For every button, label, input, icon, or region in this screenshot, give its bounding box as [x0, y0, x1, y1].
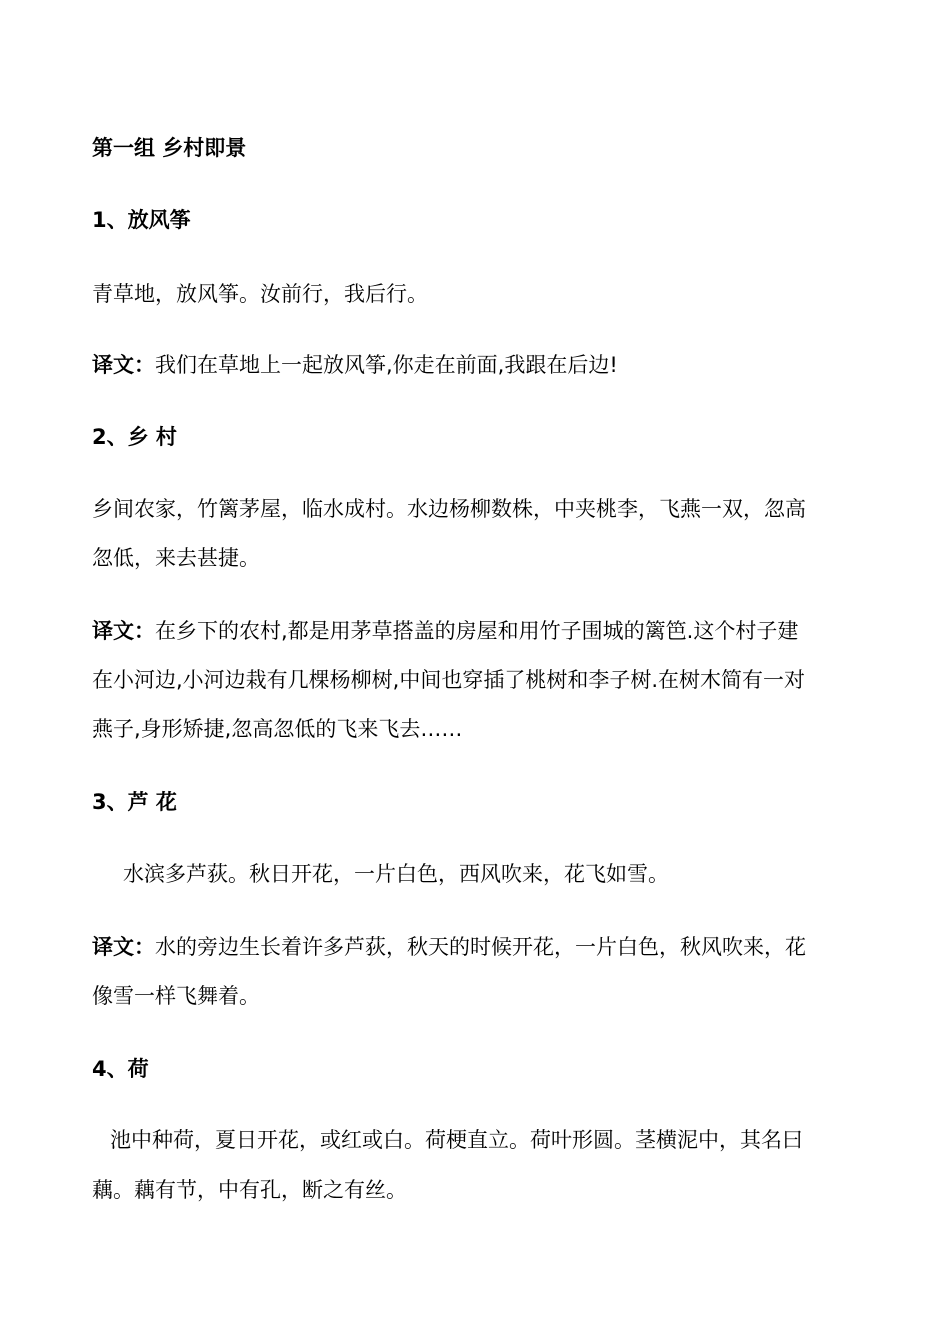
translation-label: 译文：	[92, 353, 155, 377]
section-4-heading: 4、荷	[92, 1057, 149, 1081]
translation-label: 译文：	[92, 935, 155, 959]
section-2-translation-line-1	[92, 618, 862, 644]
section-2-poem-line-2: 忽低，来去甚捷。	[92, 546, 260, 570]
group-title: 第一组 乡村即景	[92, 136, 247, 160]
section-2-translation-line-3: 燕子,身形矫捷,忽高忽低的飞来飞去……	[92, 717, 463, 741]
section-3-poem-line-1: 水滨多芦荻。秋日开花，一片白色，西风吹来，花飞如雪。	[123, 862, 669, 886]
section-2-translation-line-2: 在小河边,小河边栽有几棵杨柳树,中间也穿插了桃树和李子树.在树木简有一对	[92, 668, 806, 692]
section-1-poem-line-1: 青草地，放风筝。汝前行，我后行。	[92, 282, 428, 306]
section-2-heading: 2、乡 村	[92, 425, 177, 449]
translation-label: 译文：	[92, 619, 155, 643]
translation-text: 我们在草地上一起放风筝,你走在前面,我跟在后边!	[155, 353, 618, 377]
translation-text: 水的旁边生长着许多芦荻，秋天的时候开花，一片白色，秋风吹来，花	[155, 935, 806, 959]
section-4-poem-line-1: 池中种荷，夏日开花，或红或白。荷梗直立。荷叶形圆。茎横泥中，其名曰	[110, 1128, 803, 1152]
section-4-poem-line-2: 藕。藕有节，中有孔，断之有丝。	[92, 1178, 407, 1202]
translation-text: 在乡下的农村,都是用茅草搭盖的房屋和用竹子围城的篱笆.这个村子建	[155, 619, 799, 643]
section-1-heading: 1、放风筝	[92, 208, 191, 232]
section-1-translation	[92, 352, 862, 378]
section-2-poem-line-1: 乡间农家，竹篱茅屋，临水成村。水边杨柳数株，中夹桃李，飞燕一双，忽高	[92, 497, 806, 521]
section-3-translation-line-1	[92, 934, 862, 960]
section-3-heading: 3、芦 花	[92, 790, 177, 814]
section-3-translation-line-2: 像雪一样飞舞着。	[92, 984, 260, 1008]
